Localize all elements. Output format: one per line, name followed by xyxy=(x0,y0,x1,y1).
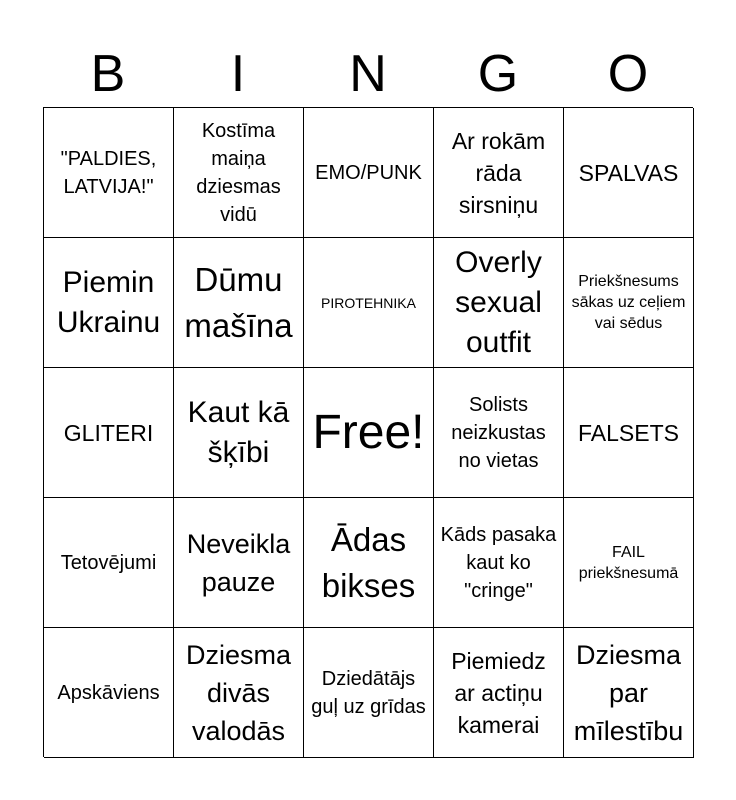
bingo-cell[interactable]: SPALVAS xyxy=(564,108,694,238)
bingo-cell[interactable]: GLITERI xyxy=(44,368,174,498)
bingo-cell[interactable]: Kostīma maiņa dziesmas vidū xyxy=(174,108,304,238)
bingo-free-cell[interactable]: Free! xyxy=(304,368,434,498)
bingo-cell[interactable]: Ar rokām rāda sirsniņu xyxy=(434,108,564,238)
header-letter-b: B xyxy=(90,45,126,103)
header-letter-g: G xyxy=(477,45,519,103)
bingo-cell[interactable]: Piemin Ukrainu xyxy=(44,238,174,368)
bingo-cell[interactable]: FALSETS xyxy=(564,368,694,498)
header-letter-n: N xyxy=(349,45,387,103)
header-letter-o: O xyxy=(607,45,649,103)
bingo-cell[interactable]: Tetovējumi xyxy=(44,498,174,628)
bingo-cell[interactable]: "PALDIES, LATVIJA!" xyxy=(44,108,174,238)
bingo-cell[interactable]: Dūmu mašīna xyxy=(174,238,304,368)
bingo-cell[interactable]: FAIL priekšnesumā xyxy=(564,498,694,628)
bingo-cell[interactable]: Dziedātājs guļ uz grīdas xyxy=(304,628,434,758)
bingo-cell[interactable]: Dziesma divās valodās xyxy=(174,628,304,758)
bingo-header xyxy=(43,40,693,108)
bingo-cell[interactable]: Apskāviens xyxy=(44,628,174,758)
bingo-cell[interactable]: Kāds pasaka kaut ko "cringe" xyxy=(434,498,564,628)
bingo-cell[interactable]: Ādas bikses xyxy=(304,498,434,628)
bingo-board xyxy=(43,107,693,757)
bingo-cell[interactable]: Solists neizkustas no vietas xyxy=(434,368,564,498)
bingo-cell[interactable]: Dziesma par mīlestību xyxy=(564,628,694,758)
bingo-cell[interactable]: PIROTEHNIKA xyxy=(304,238,434,368)
header-letter-i: I xyxy=(230,45,246,103)
bingo-cell[interactable]: EMO/PUNK xyxy=(304,108,434,238)
bingo-cell[interactable]: Kaut kā šķībi xyxy=(174,368,304,498)
bingo-cell[interactable]: Neveikla pauze xyxy=(174,498,304,628)
bingo-cell[interactable]: Overly sexual outfit xyxy=(434,238,564,368)
bingo-cell[interactable]: Piemiedz ar actiņu kamerai xyxy=(434,628,564,758)
bingo-cell[interactable]: Priekšnesums sākas uz ceļiem vai sēdus xyxy=(564,238,694,368)
